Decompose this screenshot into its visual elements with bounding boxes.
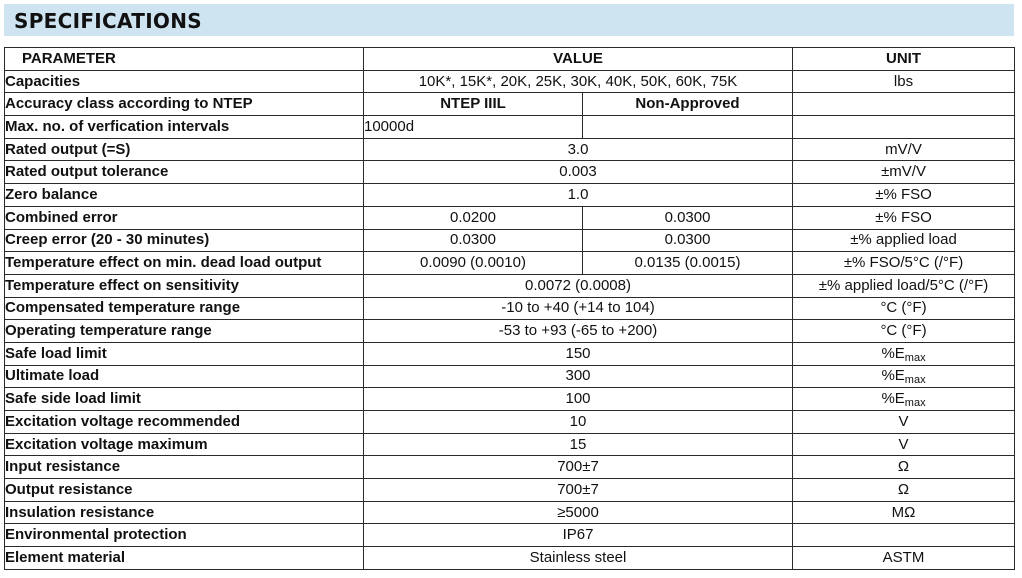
value-cell: 300 — [364, 365, 793, 388]
section-title: SPECIFICATIONS — [14, 9, 202, 33]
value-cell-ntep: 0.0090 (0.0010) — [364, 252, 583, 275]
value-cell: -10 to +40 (+14 to 104) — [364, 297, 793, 320]
unit-base: %E — [881, 344, 905, 362]
param-cell: Accuracy class according to NTEP — [5, 93, 364, 116]
value-cell: 15 — [364, 433, 793, 456]
table-row — [5, 365, 1015, 388]
table-row — [5, 388, 1015, 411]
param-cell: Creep error (20 - 30 minutes) — [5, 229, 364, 252]
param-cell: Element material — [5, 547, 364, 570]
unit-cell: °C (°F) — [793, 297, 1015, 320]
value-cell-ntep: 10000d — [364, 116, 583, 139]
param-cell: Rated output tolerance — [5, 161, 364, 184]
value-cell: IP67 — [364, 524, 793, 547]
unit-cell: ±% FSO — [793, 184, 1015, 207]
param-cell: Combined error — [5, 206, 364, 229]
value-cell: Stainless steel — [364, 547, 793, 570]
value-cell: 3.0 — [364, 138, 793, 161]
param-cell: Excitation voltage maximum — [5, 433, 364, 456]
section-banner — [4, 4, 1014, 36]
value-cell: 10 — [364, 411, 793, 434]
value-cell: ≥5000 — [364, 501, 793, 524]
value-cell: 10K*, 15K*, 20K, 25K, 30K, 40K, 50K, 60K, 75K — [364, 70, 793, 93]
param-cell: Excitation voltage recommended — [5, 411, 364, 434]
table-row — [5, 274, 1015, 297]
unit-cell: °C (°F) — [793, 320, 1015, 343]
unit-base: %E — [881, 367, 905, 385]
table-row — [5, 524, 1015, 547]
value-cell: 0.0072 (0.0008) — [364, 274, 793, 297]
table-row — [5, 342, 1015, 365]
value-cell: -53 to +93 (-65 to +200) — [364, 320, 793, 343]
unit-cell: ±mV/V — [793, 161, 1015, 184]
unit-cell — [793, 342, 1015, 365]
table-row — [5, 547, 1015, 570]
table-row — [5, 252, 1015, 275]
header-value: VALUE — [364, 48, 793, 71]
value-cell-non-approved: 0.0300 — [583, 206, 793, 229]
param-cell: Operating temperature range — [5, 320, 364, 343]
unit-cell — [793, 365, 1015, 388]
unit-cell: V — [793, 433, 1015, 456]
param-cell: Zero balance — [5, 184, 364, 207]
unit-cell: ±% applied load/5°C (/°F) — [793, 274, 1015, 297]
param-cell: Temperature effect on sensitivity — [5, 274, 364, 297]
unit-cell: lbs — [793, 70, 1015, 93]
unit-cell: ±% FSO/5°C (/°F) — [793, 252, 1015, 275]
unit-cell: mV/V — [793, 138, 1015, 161]
unit-cell — [793, 116, 1015, 139]
table-row — [5, 138, 1015, 161]
header-parameter: PARAMETER — [5, 48, 364, 71]
specifications-table — [4, 47, 1015, 570]
table-row — [5, 206, 1015, 229]
table-row — [5, 456, 1015, 479]
header-row — [5, 48, 1015, 71]
param-cell: Compensated temperature range — [5, 297, 364, 320]
param-cell: Ultimate load — [5, 365, 364, 388]
unit-subscript: max — [904, 397, 926, 410]
table-row — [5, 320, 1015, 343]
param-cell: Environmental protection — [5, 524, 364, 547]
unit-cell: Ω — [793, 456, 1015, 479]
param-cell: Insulation resistance — [5, 501, 364, 524]
unit-cell: ±% applied load — [793, 229, 1015, 252]
table-row — [5, 297, 1015, 320]
unit-cell: ±% FSO — [793, 206, 1015, 229]
unit-cell: V — [793, 411, 1015, 434]
param-cell: Input resistance — [5, 456, 364, 479]
table-row — [5, 411, 1015, 434]
unit-cell — [793, 524, 1015, 547]
table-row — [5, 433, 1015, 456]
table-row — [5, 501, 1015, 524]
value-cell-non-approved: 0.0135 (0.0015) — [583, 252, 793, 275]
value-cell-ntep: 0.0300 — [364, 229, 583, 252]
table-row — [5, 229, 1015, 252]
param-cell: Max. no. of verfication intervals — [5, 116, 364, 139]
param-cell: Temperature effect on min. dead load output — [5, 252, 364, 275]
value-cell: 100 — [364, 388, 793, 411]
table-row — [5, 70, 1015, 93]
unit-base: %E — [881, 390, 905, 408]
value-cell: 150 — [364, 342, 793, 365]
value-cell: 700±7 — [364, 479, 793, 502]
param-cell: Capacities — [5, 70, 364, 93]
value-cell-non-approved: Non-Approved — [583, 93, 793, 116]
param-cell: Safe side load limit — [5, 388, 364, 411]
unit-cell: Ω — [793, 479, 1015, 502]
unit-cell: ASTM — [793, 547, 1015, 570]
table-row — [5, 184, 1015, 207]
unit-cell — [793, 388, 1015, 411]
param-cell: Output resistance — [5, 479, 364, 502]
table-row — [5, 161, 1015, 184]
unit-subscript: max — [904, 351, 926, 364]
unit-subscript: max — [904, 374, 926, 387]
unit-cell: MΩ — [793, 501, 1015, 524]
value-cell-ntep: 0.0200 — [364, 206, 583, 229]
table-row — [5, 479, 1015, 502]
param-cell: Safe load limit — [5, 342, 364, 365]
value-cell-non-approved — [583, 116, 793, 139]
table-row — [5, 93, 1015, 116]
value-cell-ntep: NTEP IIIL — [364, 93, 583, 116]
value-cell: 1.0 — [364, 184, 793, 207]
value-cell: 0.003 — [364, 161, 793, 184]
value-cell-non-approved: 0.0300 — [583, 229, 793, 252]
table-row — [5, 116, 1015, 139]
param-cell: Rated output (=S) — [5, 138, 364, 161]
unit-cell — [793, 93, 1015, 116]
header-unit: UNIT — [793, 48, 1015, 71]
value-cell: 700±7 — [364, 456, 793, 479]
